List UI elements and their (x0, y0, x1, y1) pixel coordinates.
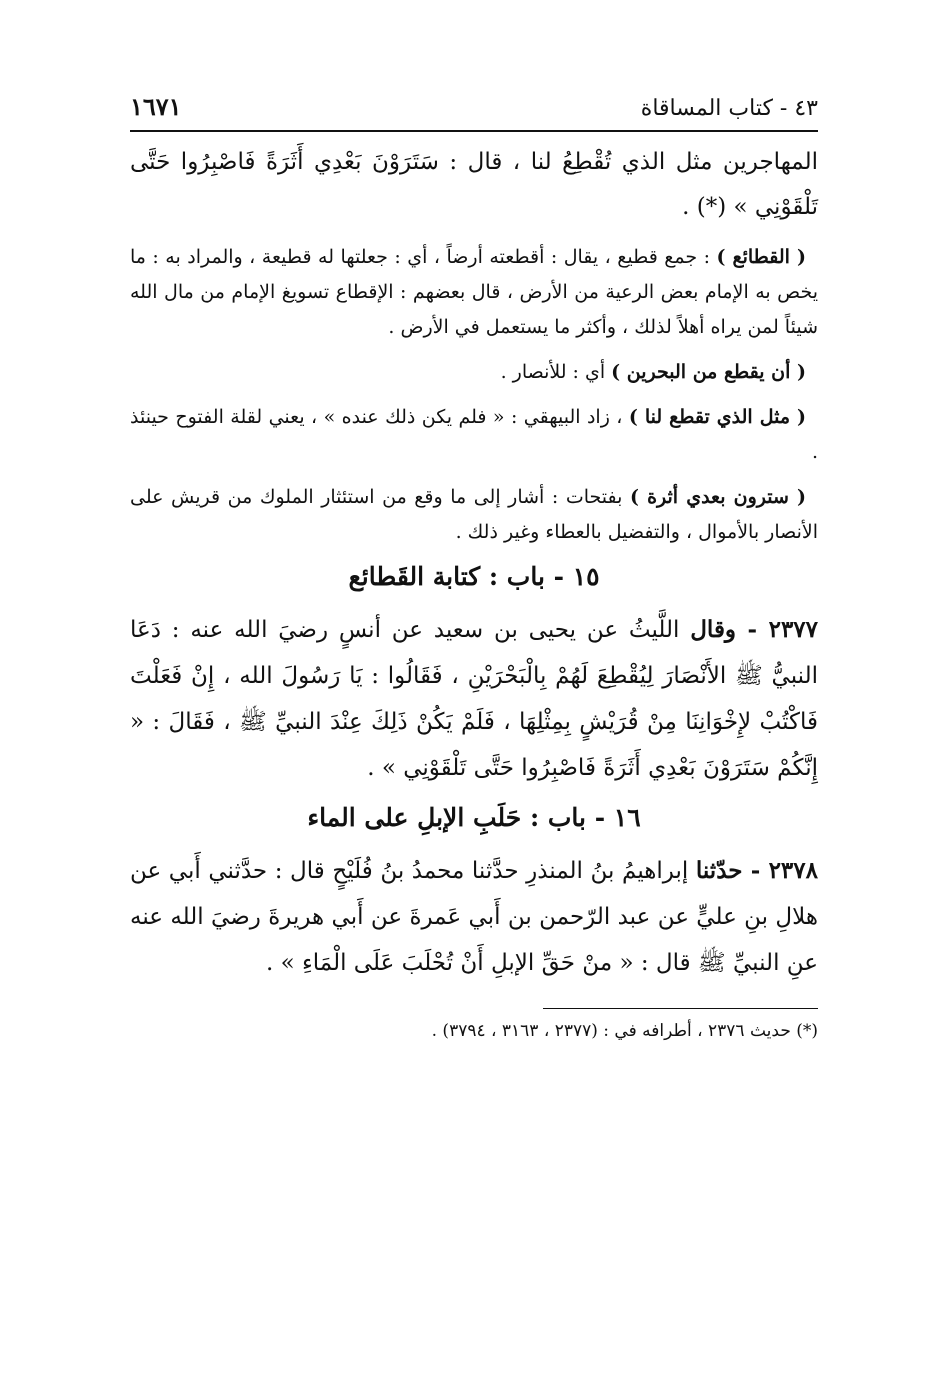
book-title: ٤٣ - كتاب المساقاة (640, 96, 818, 121)
footnote: (*) حديث ٢٣٧٦ ، أطرافه في : (٢٣٧٧ ، ٣١٦٣ ، ٣٧٩٤) . (431, 1021, 818, 1041)
commentary-paragraph (130, 400, 818, 470)
commentary-paragraph (130, 240, 818, 345)
commentary-paragraph (130, 355, 818, 390)
commentary-text: بفتحات : أشار إلى ما وقع من استئثار الملوك من قريش على الأنصار بالأموال ، والتفضيل بالعطاء وغير ذلك . (130, 486, 818, 543)
page-number: ١٦٧١ (130, 92, 182, 121)
commentary-term: ( القطائع ) (716, 246, 806, 268)
continued-hadith-text: المهاجرين مثل الذي تُقْطِعُ لنا ، قال : سَتَرَوْنَ بَعْدِي أَثَرَةً فَاصْبِرُوا حَتَّى تَلْقَوْنِي » (*) . (130, 149, 818, 220)
hadith-number: ٢٣٧٨ - (742, 857, 818, 884)
hadith-paragraph (130, 848, 818, 986)
hadith-text: إبراهيمُ بنُ المنذرِ حدَّثنا محمدُ بنُ فُلَيْحٍ قال : حدَّثني أَبي عن هلالِ بنِ عليٍّ عن عبد الرّحمن بن أَبي عَمرةَ عن أَبي هريرةَ رضيَ الله عنه عنِ النبيِّ ﷺ قال : « منْ حَقِّ الإبلِ أَنْ تُحْلَبَ عَلَى الْمَاءِ » . (130, 858, 818, 976)
page (130, 92, 818, 1045)
footnote-rule (543, 1008, 818, 1009)
running-header (130, 92, 818, 128)
hadith-number: ٢٣٧٧ - (736, 616, 819, 643)
commentary-term: ( سترون بعدي أثرة ) (629, 486, 806, 508)
header-rule (130, 130, 818, 132)
hadith-lead: وقال (690, 616, 737, 643)
hadith-lead: حدّثنا (695, 857, 743, 884)
commentary-term: ( أن يقطع من البحرين ) (611, 361, 806, 383)
commentary-text: ، زاد البيهقي : « فلم يكن ذلك عنده » ، يعني لقلة الفتوح حينئذ . (130, 406, 818, 463)
hadith-paragraph (130, 607, 818, 791)
commentary-term: ( مثل الذي تقطع لنا ) (628, 406, 806, 428)
chapter-heading: ١٦ - باب : حَلَبِ الإبلِ على الماء (307, 803, 641, 832)
commentary-paragraph (130, 480, 818, 550)
chapter-heading: ١٥ - باب : كتابة القَطائع (348, 562, 600, 591)
hadith-text: اللَّيثُ عن يحيى بن سعيد عن أنسٍ رضيَ الله عنه : دَعَا النبيُّ ﷺ الأَنْصَارَ لِيُقْطِعَ لَهُمْ بِالْبَحْرَيْنِ ، فَقَالُوا : يَا رَسُولَ الله ، إِنْ فَعَلْتَ فَاكْتُبْ لإِخْوَانِنَا مِنْ قُرَيْشٍ بِمِثْلِهَا ، فَلَمْ يَكُنْ ذَلِكَ عِنْدَ النبيِّ ﷺ ، فَقَالَ : « إِنَّكُمْ سَتَرَوْنَ بَعْدِي أَثَرَةً فَاصْبِرُوا حَتَّى تَلْقَوْنِي » . (130, 617, 818, 781)
commentary-text: أي : للأنصار . (500, 361, 612, 383)
commentary-text: : جمع قطيع ، يقال : أقطعته أرضاً ، أي : جعلتها له قطيعة ، والمراد به : ما يخص به الإمام بعض الرعية من الأرض ، قال بعضهم : الإقطاع تسويغ الإمام من مال الله شيئاً لمن يراه أهلاً لذلك ، وأكثر ما يستعمل في الأرض . (130, 246, 818, 338)
